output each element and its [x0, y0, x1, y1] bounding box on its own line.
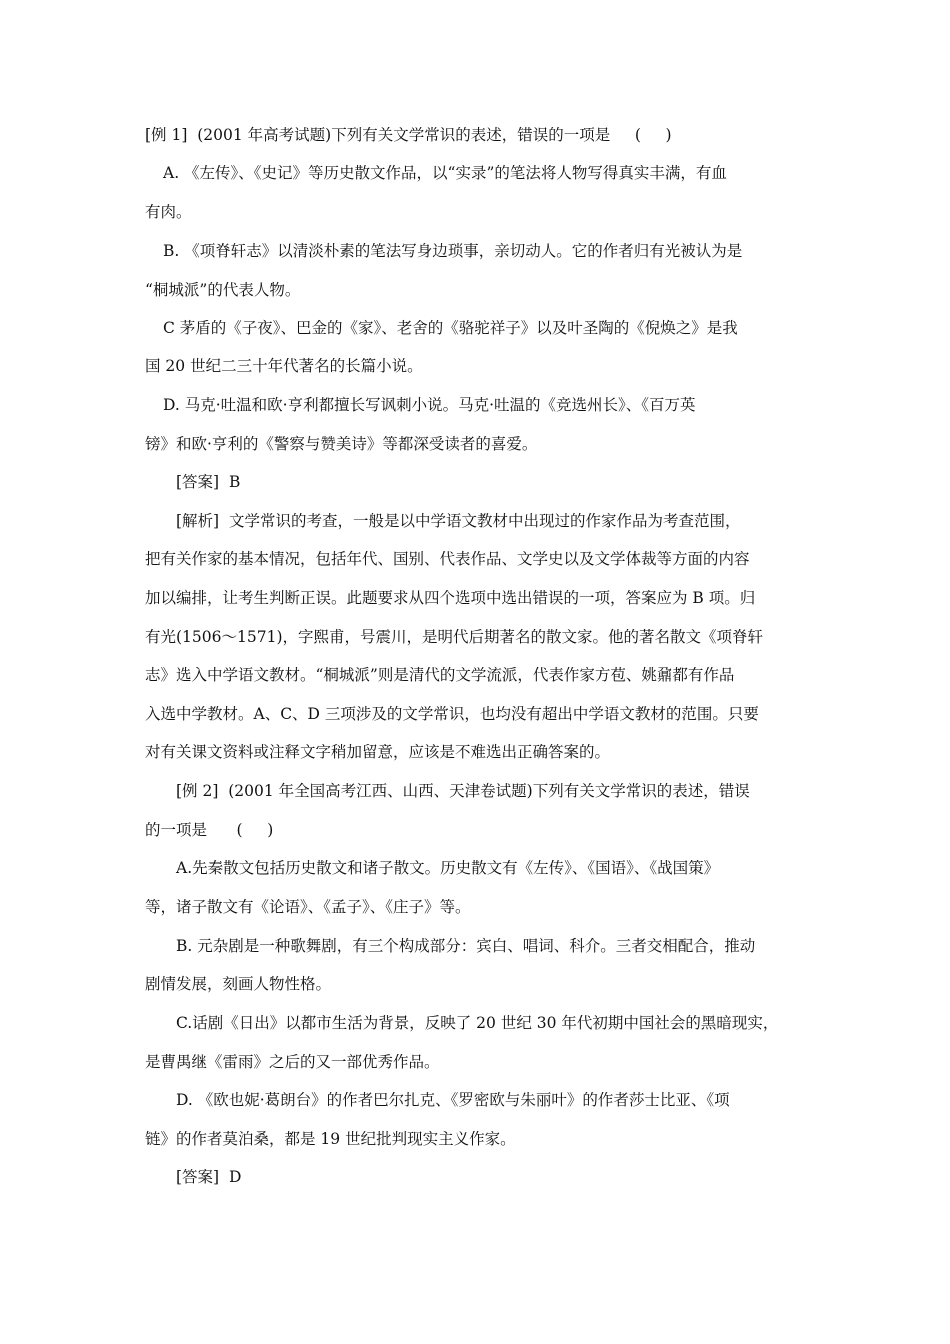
example1-analysis-line6: 入选中学教材。A、C、D 三项涉及的文学常识，也均没有超出中学语文教材的范围。只要 — [145, 705, 759, 723]
example2-option-a-line2: 等，诸子散文有《论语》、《孟子》、《庄子》等。 — [145, 898, 471, 916]
example1-analysis-line1: [解析] 文学常识的考查，一般是以中学语文教材中出现过的作家作品为考查范围， — [176, 512, 741, 530]
example1-analysis-line3: 加以编排，让考生判断正误。此题要求从四个选项中选出错误的一项，答案应为 B 项。归 — [145, 589, 756, 607]
example1-analysis-line2: 把有关作家的基本情况，包括年代、国别、代表作品、文学史以及文学体裁等方面的内容 — [145, 550, 750, 568]
example1-option-d-line1: D. 马克·吐温和欧·亨利都擅长写讽刺小说。马克·吐温的《竞选州长》、《百万英 — [163, 396, 696, 414]
example1-answer: [答案] B — [176, 473, 241, 491]
example2-option-d-line2: 链》的作者莫泊桑，都是 19 世纪批判现实主义作家。 — [145, 1130, 516, 1148]
example1-option-a-line1: A. 《左传》、《史记》等历史散文作品，以“实录”的笔法将人物写得真实丰满，有血 — [163, 164, 727, 182]
example2-option-d-line1: D. 《欧也妮·葛朗台》的作者巴尔扎克、《罗密欧与朱丽叶》的作者莎士比亚、《项 — [176, 1091, 730, 1109]
example2-option-c-line1: C.话剧《日出》以都市生活为背景，反映了 20 世纪 30 年代初期中国社会的黑暗现实， — [176, 1014, 779, 1032]
example2-option-c-line2: 是曹禺继《雷雨》之后的又一部优秀作品。 — [145, 1053, 440, 1071]
example1-option-a-line2: 有肉。 — [145, 203, 192, 221]
example1-option-b-line2: “桐城派”的代表人物。 — [145, 281, 301, 299]
example1-option-c-line2: 国 20 世纪二三十年代著名的长篇小说。 — [145, 357, 423, 375]
example1-option-d-line2: 镑》和欧·亨利的《警察与赞美诗》等都深受读者的喜爱。 — [145, 435, 538, 453]
example1-title: [例 1] (2001 年高考试题)下列有关文学常识的表述，错误的一项是 ( ) — [145, 126, 672, 144]
example1-analysis-line5: 志》选入中学语文教材。“桐城派”则是清代的文学流派，代表作家方苞、姚鼐都有作品 — [145, 666, 735, 684]
example1-option-c-line1: C 茅盾的《子夜》、巴金的《家》、老舍的《骆驼祥子》以及叶圣陶的《倪焕之》是我 — [163, 319, 738, 337]
example1-analysis-line4: 有光(1506～1571)，字熙甫，号震川，是明代后期著名的散文家。他的著名散文《项脊轩 — [145, 628, 763, 646]
example2-title-line1: [例 2] (2001 年全国高考江西、山西、天津卷试题)下列有关文学常识的表述，错误 — [176, 782, 750, 800]
example2-answer: [答案] D — [176, 1168, 242, 1186]
example2-title-line2: 的一项是 ( ) — [145, 821, 274, 839]
example1-option-b-line1: B. 《项脊轩志》以清淡朴素的笔法写身边琐事，亲切动人。它的作者归有光被认为是 — [163, 242, 743, 260]
example2-option-b-line1: B. 元杂剧是一种歌舞剧，有三个构成部分：宾白、唱词、科介。三者交相配合，推动 — [176, 937, 756, 955]
example1-analysis-line7: 对有关课文资料或注释文字稍加留意，应该是不难选出正确答案的。 — [145, 743, 611, 761]
example2-option-a-line1: A.先秦散文包括历史散文和诸子散文。历史散文有《左传》、《国语》、《战国策》 — [176, 859, 720, 877]
example2-option-b-line2: 剧情发展，刻画人物性格。 — [145, 975, 332, 993]
